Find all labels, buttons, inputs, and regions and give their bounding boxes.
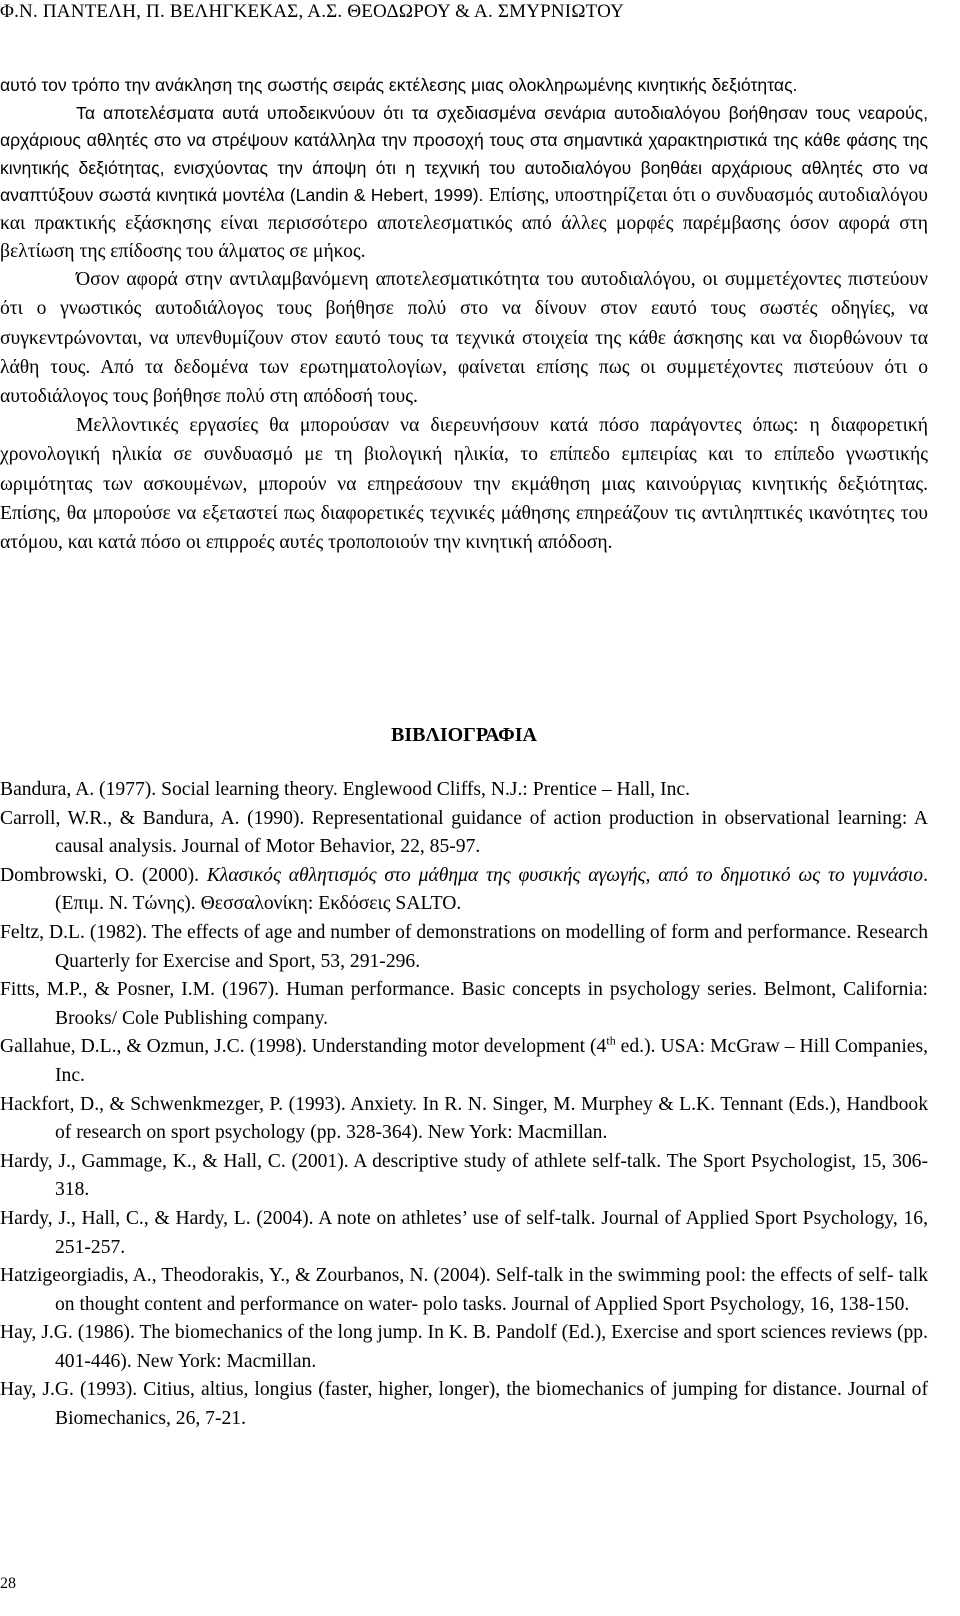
bibliography-heading: ΒΙΒΛΙΟΓΡΑΦΙΑ	[391, 724, 537, 746]
reference-text: Gallahue, D.L., & Ozmun, J.C. (1998). Understanding motor development (4	[0, 1036, 607, 1058]
reference-item: Feltz, D.L. (1982). The effects of age and number of demonstrations on modelling of form and performance. Research Quarterly for Exercise and Sport, 53, 291-296.	[0, 921, 928, 972]
reference-item: Hackfort, D., & Schwenkmezger, P. (1993). Anxiety. In R. N. Singer, M. Murphey & L.K. Tennant (Eds.), Handbook of research on sport psychology (pp. 328-364). New York: Macmillan.	[0, 1093, 928, 1144]
body-text	[0, 72, 928, 557]
paragraph-results	[0, 100, 928, 266]
reference-title-italic: Κλασικός αθλητισμός στο μάθημα της φυσικής αγωγής, από το δημοτικό ως το γυμνάσιο	[206, 864, 924, 886]
paragraph-perceived-effectiveness: Όσον αφορά στην αντιλαμβανόμενη αποτελεσματικότητα του αυτοδιαλόγου, οι συμμετέχοντες πιστεύουν ότι ο γνωστικός αυτοδιάλογος τους βοήθησε πολύ στο να δίνουν στον εαυτό τους σωστές οδηγίες, να συγκεντρώνονται, να υπενθυμίζουν στον εαυτό τους τα τεχνικά στοιχεία της κάθε άσκησης και να διορθώνουν τα λάθη τους. Από τα δεδομένα των ερωτηματολογίων, φαίνεται επίσης πως οι συμμετέχοντες πιστεύουν ότι ο αυτοδιάλογος τους βοήθησε πολύ στη απόδοσή τους.	[0, 269, 928, 407]
reference-authors: Dombrowski, O. (2000).	[0, 864, 207, 886]
reference-list	[0, 776, 928, 1434]
reference-text-end: ed.). USA: McGraw – Hill Companies, Inc.	[55, 1036, 928, 1086]
reference-item: Carroll, W.R., & Bandura, A. (1990). Representational guidance of action production in observational learning: A causal analysis. Journal of Motor Behavior, 22, 85-97.	[0, 807, 928, 858]
reference-item: Hay, J.G. (1993). Citius, altius, longius (faster, higher, longer), the biomechanics of jumping for distance. Journal of Biomechanics, 26, 7-21.	[0, 1379, 928, 1430]
reference-item: Fitts, M.P., & Posner, I.M. (1967). Human performance. Basic concepts in psychology series. Belmont, California: Brooks/ Cole Publishing company.	[0, 979, 928, 1029]
paragraph-future-research: Μελλοντικές εργασίες θα μπορούσαν να διερευνήσουν κατά πόσο παράγοντες όπως: η διαφορετική χρονολογική ηλικία σε συνδυασμό με τη βιολογική ηλικία, το επίπεδο εμπειρίας και το επίπεδο γνωστικής ωριμότητας των ασκουμένων, μπορούν να επηρεάσουν την εκμάθηση μιας καινούργιας κινητικής δεξιότητας. Επίσης, θα μπορούσε να εξεταστεί πως διαφορετικές τεχνικές μάθησης επηρεάζουν τις αντιληπτικές ικανότητες του ατόμου, και κατά πόσο οι επιρροές αυτές τροποποιούν την κινητική απόδοση.	[0, 415, 928, 553]
reference-item: Hay, J.G. (1986). The biomechanics of the long jump. In K. B. Pandolf (Ed.), Exercise and sport sciences reviews (pp. 401-446). New York: Macmillan.	[0, 1322, 928, 1372]
paragraph-results-part-1: Τα αποτελέσματα αυτά υποδεικνύουν ότι τα σχεδιασμένα σενάρια αυτοδιαλόγου βοήθησαν τους νεαρούς, αρχάριους αθλητές στο να στρέψουν κατάλληλα την προσοχή τους στα σημαντικά χαρακτηριστικά της κάθε φάσης της κινητικής δεξιότητας, ενισχύοντας την άποψη ότι η τεχνική του αυτοδιαλόγου βοηθάει αρχάριους αθλητές στο να αναπτύξουν σωστά κινητικά μοντέλα (Landin & Hebert, 1999).	[0, 102, 928, 206]
reference-item: Hatzigeorgiadis, A., Theodorakis, Y., & Zourbanos, N. (2004). Self-talk in the swimming pool: the effects of self- talk on thought content and performance on water- polo tasks. Journal of Applied Sport Psychology, 16, 138-150.	[0, 1265, 928, 1315]
reference-item: Hardy, J., Hall, C., & Hardy, L. (2004). A note on athletes’ use of self-talk. Journal of Applied Sport Psychology, 16, 251-257.	[0, 1207, 928, 1258]
reference-item: Hardy, J., Gammage, K., & Hall, C. (2001). A descriptive study of athlete self-talk. The Sport Psychologist, 15, 306-318.	[0, 1150, 928, 1201]
reference-details: . (Επιμ. Ν. Τώνης). Θεσσαλονίκη: Εκδόσεις SALTO.	[55, 864, 928, 915]
reference-superscript: th	[606, 1033, 616, 1048]
reference-item	[0, 1033, 928, 1090]
reference-item	[0, 862, 928, 919]
paragraph-continuation: αυτό τον τρόπο την ανάκληση της σωστής σειράς εκτέλεσης μιας ολοκληρωμένης κινητικής δεξιότητας.	[0, 75, 798, 95]
running-head: Φ.Ν. ΠΑΝΤΕΛΗ, Π. ΒΕΛΗΓΚΕΚΑΣ, Α.Σ. ΘΕΟΔΩΡΟΥ & Α. ΣΜΥΡΝΙΩΤΟΥ	[0, 1, 625, 22]
paragraph-results-part-2: Επίσης, υποστηρίζεται ότι ο συνδυασμός αυτοδιαλόγου και πρακτικής εξάσκησης είναι περισσότερο αποτελεσματικός από άλλες μορφές παρέμβασης όσον αφορά στη βελτίωση της επίδοσης του άλματος σε μήκος.	[0, 185, 928, 262]
page-number: 28	[0, 1575, 16, 1592]
reference-item: Bandura, A. (1977). Social learning theory. Englewood Cliffs, N.J.: Prentice – Hall, Inc.	[0, 779, 690, 800]
